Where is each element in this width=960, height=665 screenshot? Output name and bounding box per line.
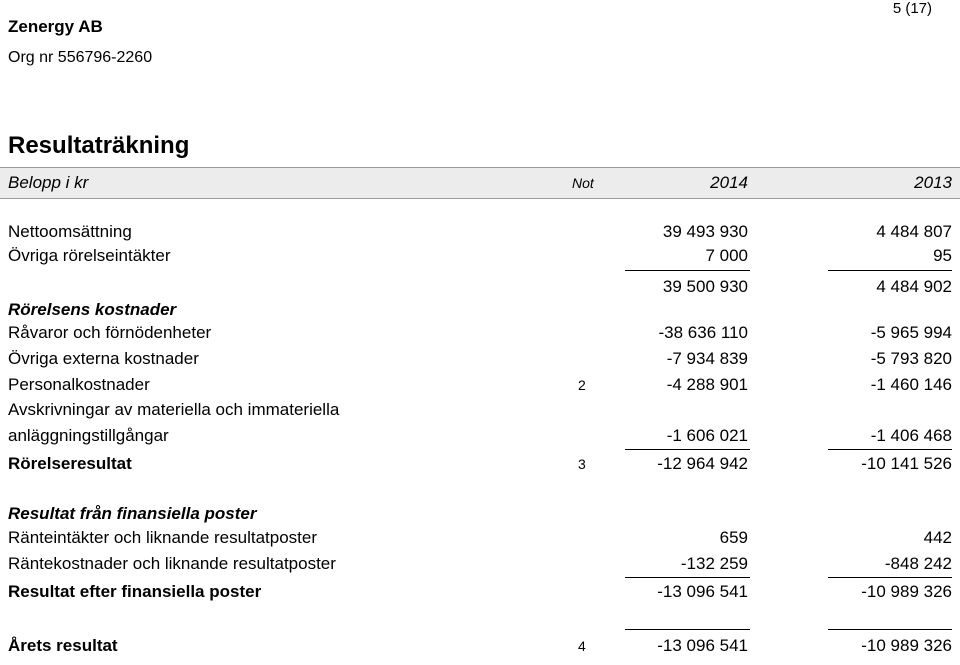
row-subtotal-intakter bbox=[0, 277, 960, 301]
total-rule-2013 bbox=[828, 629, 952, 630]
row-label: Räntekostnader och liknande resultatposter bbox=[8, 554, 336, 573]
value-2013: 4 484 902 bbox=[876, 277, 952, 296]
value-2013: 442 bbox=[923, 528, 952, 547]
value-2013: -5 793 820 bbox=[870, 349, 952, 368]
column-header-bar bbox=[0, 167, 960, 199]
company-name: Zenergy AB bbox=[8, 17, 103, 36]
value-2014: -132 259 bbox=[680, 554, 748, 573]
value-2013: -1 460 146 bbox=[870, 375, 952, 394]
section-finansiella-poster bbox=[0, 504, 960, 528]
total-rule-2014 bbox=[625, 629, 750, 630]
row-ovriga-rorelseintakter bbox=[0, 246, 960, 270]
value-2013: -10 989 326 bbox=[861, 582, 952, 601]
subtotal-rule-2014 bbox=[625, 577, 750, 578]
column-header-note: Not bbox=[572, 175, 594, 191]
row-label: Årets resultat bbox=[8, 636, 118, 655]
value-2014: -4 288 901 bbox=[666, 375, 748, 394]
subtotal-rule-2014 bbox=[625, 270, 750, 271]
value-2014: 39 500 930 bbox=[662, 277, 748, 296]
row-label: anläggningstillgångar bbox=[8, 426, 169, 445]
value-2013: -1 406 468 bbox=[870, 426, 952, 445]
section-label: Rörelsens kostnader bbox=[8, 300, 177, 319]
page-number: 5 (17) bbox=[892, 0, 932, 17]
row-personalkostnader bbox=[0, 375, 960, 399]
value-2013: -10 989 326 bbox=[861, 636, 952, 655]
row-avskrivningar-line1 bbox=[0, 400, 960, 424]
note-ref: 4 bbox=[578, 638, 586, 654]
section-rorelsens-kostnader bbox=[0, 300, 960, 324]
note-ref: 3 bbox=[578, 456, 586, 472]
value-2013: -5 965 994 bbox=[870, 323, 952, 342]
row-label: Avskrivningar av materiella och immateriella bbox=[8, 400, 340, 419]
row-arets-resultat bbox=[0, 636, 960, 660]
section-label: Resultat från finansiella poster bbox=[8, 504, 257, 523]
row-label: Nettoomsättning bbox=[8, 222, 132, 241]
row-label: Övriga externa kostnader bbox=[8, 349, 199, 368]
row-rorelseresultat bbox=[0, 454, 960, 478]
value-2014: 659 bbox=[719, 528, 748, 547]
row-label: Råvaror och förnödenheter bbox=[8, 323, 212, 342]
column-header-2013: 2013 bbox=[914, 173, 952, 192]
value-2013: -848 242 bbox=[884, 554, 952, 573]
value-2013: 95 bbox=[933, 246, 952, 265]
row-label: Rörelseresultat bbox=[8, 454, 132, 473]
row-label: Personalkostnader bbox=[8, 375, 150, 394]
row-label: Ränteintäkter och liknande resultatposter bbox=[8, 528, 318, 547]
value-2013: -10 141 526 bbox=[861, 454, 952, 473]
row-rantekostnader bbox=[0, 554, 960, 578]
value-2014: -38 636 110 bbox=[658, 323, 748, 342]
value-2014: -12 964 942 bbox=[657, 454, 748, 473]
row-label: Övriga rörelseintäkter bbox=[8, 246, 171, 265]
row-avskrivningar-line2 bbox=[0, 426, 960, 450]
subtotal-rule-2013 bbox=[828, 577, 952, 578]
value-2014: -13 096 541 bbox=[657, 636, 748, 655]
value-2014: -7 934 839 bbox=[666, 349, 748, 368]
page-title: Resultaträkning bbox=[8, 132, 190, 159]
column-header-label: Belopp i kr bbox=[8, 173, 89, 192]
row-ovriga-externa-kostnader bbox=[0, 349, 960, 373]
row-ranteintakter bbox=[0, 528, 960, 552]
row-label: Resultat efter finansiella poster bbox=[8, 582, 262, 601]
subtotal-rule-2013 bbox=[828, 449, 952, 450]
subtotal-rule-2014 bbox=[625, 449, 750, 450]
value-2014: -1 606 021 bbox=[666, 426, 748, 445]
note-ref: 2 bbox=[578, 377, 586, 393]
row-nettoomsattning bbox=[0, 222, 960, 246]
org-number: Org nr 556796-2260 bbox=[8, 49, 153, 66]
value-2014: 7 000 bbox=[705, 246, 748, 265]
value-2014: -13 096 541 bbox=[657, 582, 748, 601]
row-ravaror bbox=[0, 323, 960, 347]
value-2013: 4 484 807 bbox=[876, 222, 952, 241]
value-2014: 39 493 930 bbox=[662, 222, 748, 241]
column-header-2014: 2014 bbox=[710, 173, 748, 192]
subtotal-rule-2013 bbox=[828, 270, 952, 271]
row-resultat-efter-finansiella-poster bbox=[0, 582, 960, 606]
